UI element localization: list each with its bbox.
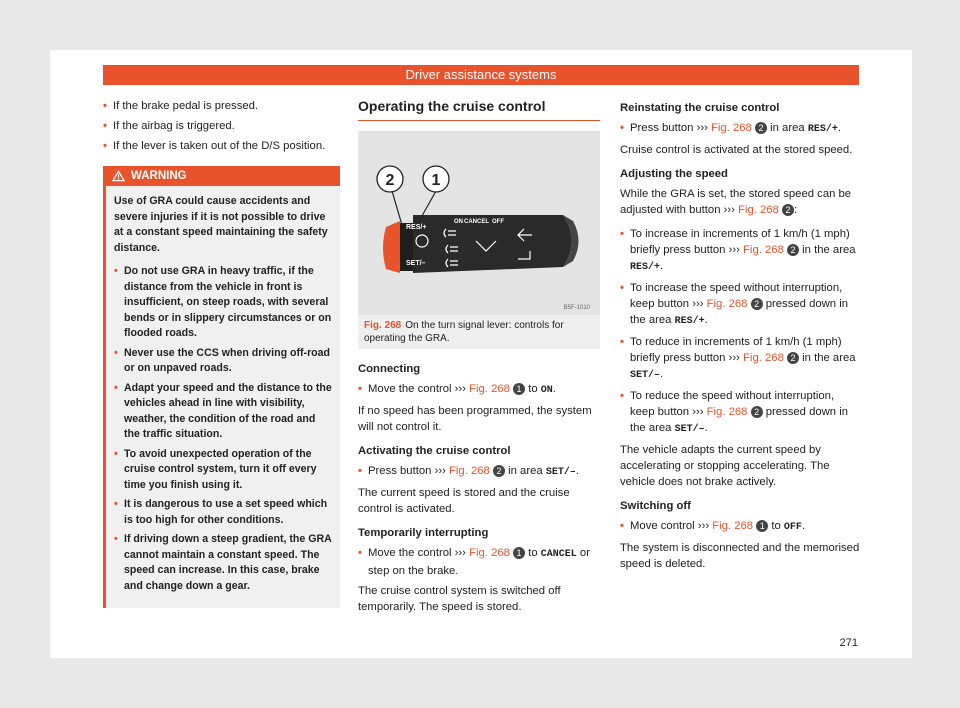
list-item: • Press button ››› Fig. 268 2 in area RES/+. [620,120,860,138]
callout-badge: 2 [787,244,799,256]
section-header: Driver assistance systems [103,65,859,85]
set-label: SET/– [406,260,426,267]
warning-item: • It is dangerous to use a set speed which is too high for other conditions. [114,497,332,528]
figure-link[interactable]: Fig. 268 [449,465,490,477]
warning-header [106,166,340,186]
warning-item: • To avoid unexpected operation of the cruise control system, turn it off every time you finish using it. [114,447,332,494]
figure-link[interactable]: Fig. 268 [469,383,510,395]
subheading-reinstating: Reinstating the cruise control [620,102,780,114]
list-item: • If the airbag is triggered. [103,118,340,134]
figure-caption [358,315,600,349]
on-label: ON [454,219,463,225]
list-item: • Press button ››› Fig. 268 2 in area SET/–. [358,463,600,481]
paragraph: If no speed has been programmed, the system will not control it. [358,405,592,433]
button-label: CANCEL [540,549,577,560]
button-label: SET/– [674,424,705,435]
paragraph: Cruise control is activated at the stored speed. [620,144,853,156]
callout-2: 2 [385,172,395,189]
list-item: • If the lever is taken out of the D/S position. [103,138,340,154]
figure-link[interactable]: Fig. 268 [712,520,754,532]
callout-badge: 2 [751,298,763,310]
figure-code: B5F-1010 [563,305,590,311]
lever-illustration [358,131,600,315]
list-item: • If the brake pedal is pressed. [103,98,340,114]
figure-link[interactable]: Fig. 268 [743,244,784,256]
column-3 [620,98,860,580]
paragraph: The system is disconnected and the memorised speed is deleted. [620,542,860,570]
callout-badge: 2 [782,204,794,216]
list-item: • Move control ››› Fig. 268 1 to OFF. [620,518,860,536]
warning-title: WARNING [131,170,187,182]
figure-link[interactable]: Fig. 268 [469,547,510,559]
list-item: • Move the control ››› Fig. 268 1 to CANCEL or step on the brake. [358,545,600,579]
callout-badge: 2 [751,406,763,418]
button-label: SET/– [545,467,576,478]
list-item: • To reduce in increments of 1 km/h (1 mph) briefly press button ››› Fig. 268 2 in the area SET/–. [620,334,860,384]
column-1 [103,98,340,608]
paragraph: While the GRA is set, the stored speed can be adjusted with button ››› Fig. 268 2 : [620,188,852,216]
list-item: • To reduce the speed without interruption, keep button ››› Fig. 268 2 pressed down in the area SET/–. [620,388,860,438]
res-label: RES/+ [406,224,427,231]
button-label: SET/– [630,370,661,381]
subheading-connecting: Connecting [358,363,421,375]
caption-text: On the turn signal lever: controls for operating the GRA. [364,320,564,344]
list-item: • To increase in increments of 1 km/h (1 mph) briefly press button ››› Fig. 268 2 in the area RES/+. [620,226,860,276]
warning-intro: Use of GRA could cause accidents and severe injuries if it is not possible to drive at a constant speed maintaining the safety distance. [114,195,328,254]
subheading-adjusting: Adjusting the speed [620,168,728,180]
callout-badge: 1 [513,547,525,559]
callout-badge: 1 [513,383,525,395]
cancel-label: CANCEL [464,219,489,225]
button-label: RES/+ [674,316,705,327]
warning-item: • If driving down a steep gradient, the GRA cannot maintain a constant speed. The speed can increase. In this case, brake and change down a gear. [114,532,332,594]
warning-item: • Do not use GRA in heavy traffic, if the distance from the vehicle in front is insufficient, on steep roads, with several bends or in slippery circumstances or on flooded roads. [114,264,332,342]
button-label: RES/+ [630,262,661,273]
warning-box [103,166,340,608]
warning-icon [112,170,125,182]
callout-badge: 2 [493,465,505,477]
subheading-interrupting: Temporarily interrupting [358,527,489,539]
figure-turn-signal-lever [358,131,600,315]
warning-item: • Never use the CCS when driving off-road or on unpaved roads. [114,346,332,377]
paragraph: The vehicle adapts the current speed by accelerating or stopping accelerating. The vehicle does not brake actively. [620,444,830,488]
button-label: ON [540,385,553,396]
callout-badge: 1 [756,520,768,532]
subheading-switching-off: Switching off [620,500,691,512]
warning-item: • Adapt your speed and the distance to the vehicles ahead in line with visibility, weather, the condition of the road and the traffic situation. [114,381,332,443]
figure-link[interactable]: Fig. 268 [706,406,748,418]
column-2 [358,98,600,623]
paragraph: The cruise control system is switched off temporarily. The speed is stored. [358,585,561,613]
callout-badge: 2 [755,122,767,134]
section-title: Operating the cruise control [358,98,600,121]
paragraph: The current speed is stored and the cruise control is activated. [358,487,570,515]
callout-1: 1 [431,172,441,189]
caption-figure-number: Fig. 268 [364,320,402,331]
figure-link[interactable]: Fig. 268 [706,298,748,310]
figure-link[interactable]: Fig. 268 [743,352,784,364]
callout-badge: 2 [787,352,799,364]
button-label: RES/+ [807,124,838,135]
off-label: OFF [492,219,504,225]
figure-link[interactable]: Fig. 268 [738,204,779,216]
list-item: • Move the control ››› Fig. 268 1 to ON. [358,381,600,399]
page-number: 271 [839,637,858,649]
subheading-activating: Activating the cruise control [358,445,511,457]
list-item: • To increase the speed without interruption, keep button ››› Fig. 268 2 pressed down in the area RES/+. [620,280,860,330]
button-label: OFF [783,522,802,533]
figure-link[interactable]: Fig. 268 [711,122,752,134]
